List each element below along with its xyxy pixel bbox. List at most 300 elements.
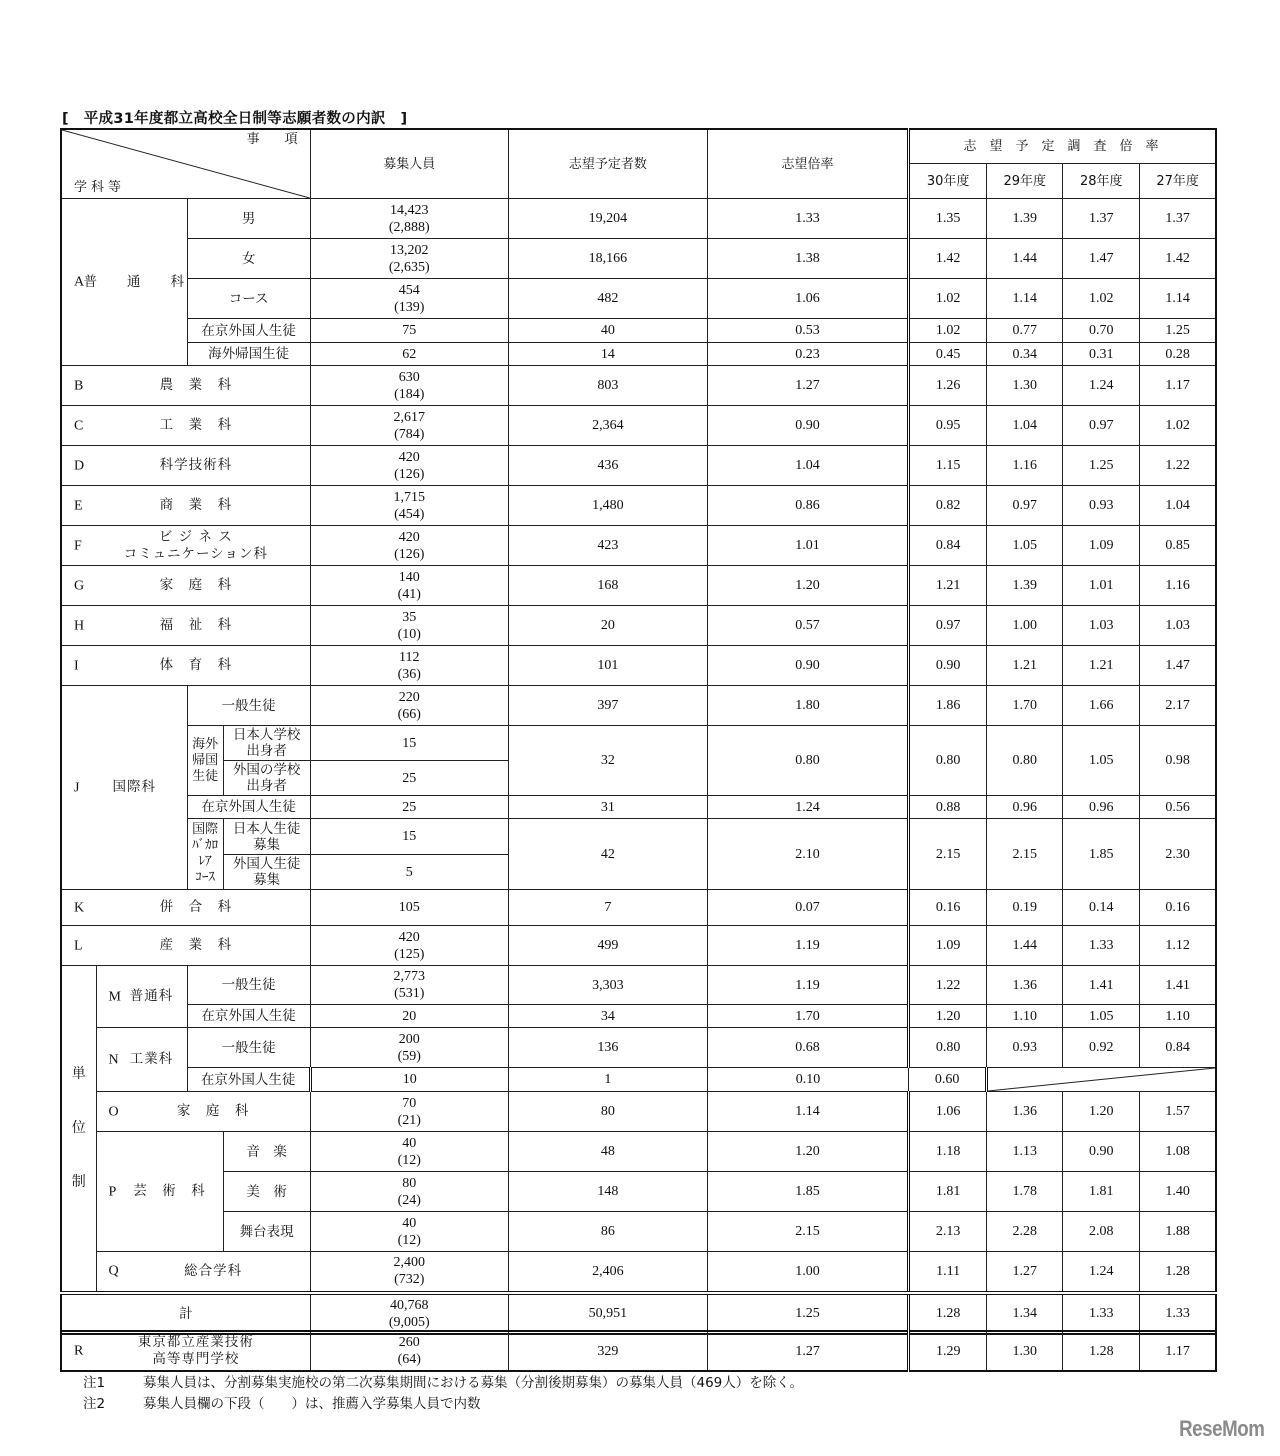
department-code: K [74,900,85,915]
department-name: 家 庭 科 [176,1103,250,1119]
recruit-cell: 1,715 (454) [310,486,508,526]
ratio-cell: 0.07 [707,890,908,926]
survey-30-cell: 1.22 [909,966,987,1005]
applicants-cell: 2,364 [508,406,707,446]
category-label-cell: 在京外国人生徒 [187,1005,310,1028]
table-row [61,726,1216,761]
ratio-cell: 2.10 [707,819,908,890]
ratio-cell: 1.01 [707,526,908,566]
survey-29-cell: 0.34 [987,343,1063,366]
diagonal-line [988,1068,1215,1091]
survey-27-cell: 25 [310,761,508,796]
survey-30-cell: 1.20 [909,1005,987,1028]
applicants-cell: 3,303 [508,966,707,1005]
ratio-cell: 1.27 [708,1331,909,1371]
survey-28-cell: 1.33 [1063,926,1140,966]
table-row [61,1092,1216,1132]
ratio-cell: 1.20 [707,1132,908,1172]
survey-29-cell: 0.80 [987,726,1063,796]
category-label-cell: 日本人生徒 募集 [223,819,310,855]
recruit-cell: 2,400 (732) [310,1252,508,1293]
ratio-cell: 1.19 [707,966,908,1005]
category-label-cell: 海外 帰国 生徒 [187,726,223,796]
resemom-logo: ReseMom [1178,1416,1264,1441]
survey-30-cell: 1.21 [909,566,987,606]
recruit-cell: 80 (24) [310,1172,508,1212]
survey-28-cell: 1.41 [1063,966,1140,1005]
department-label-cell [96,1252,310,1293]
survey-30-cell: 1.06 [909,1092,987,1132]
recruit-cell: 25 [310,796,508,819]
department-code: H [74,618,85,633]
table-row [61,966,1216,1005]
survey-29-cell: 1.36 [987,966,1063,1005]
survey-29-cell: 0.77 [987,319,1063,343]
applicants-cell: 20 [508,606,707,646]
survey-28-cell: 0.70 [1063,319,1140,343]
table-row [61,1212,1216,1252]
header-year-28: 28年度 [1063,164,1140,199]
survey-29-cell: 2.15 [987,819,1063,890]
applicants-cell: 18,166 [508,239,707,279]
survey-28-cell: 0.92 [1063,1028,1140,1068]
ratio-cell: 1.20 [707,566,908,606]
applicants-cell: 19,204 [508,199,707,239]
table-row [61,566,1216,606]
department-label-cell [96,966,187,1028]
header-year-30: 30年度 [909,164,987,199]
survey-27-cell: 1.88 [1140,1212,1216,1252]
category-label-cell: 日本人学校 出身者 [223,726,310,761]
applicants-cell: 329 [508,1331,707,1371]
department-code: G [74,578,85,593]
category-label-cell: 在京外国人生徒 [187,1068,310,1092]
survey-27-cell: 1.10 [1140,1005,1216,1028]
department-name: 工 業 科 [159,417,233,433]
department-code: Q [108,1263,119,1279]
department-label-cell [61,526,310,566]
survey-28-cell: 2.08 [1063,1212,1140,1252]
survey-30-cell: 0.97 [909,606,987,646]
department-name: 工業科 [129,1051,174,1067]
survey-27-cell: 2.17 [1140,686,1216,726]
department-code: O [108,1104,119,1119]
survey-29-cell: 0.93 [987,1028,1063,1068]
survey-27-cell: 1.02 [1140,406,1216,446]
department-label-cell [61,366,310,406]
survey-30-cell: 0.95 [909,406,987,446]
department-name: 東京都立産業技術 高等専門学校 [137,1334,254,1367]
survey-27-cell: 1.03 [1140,606,1216,646]
survey-30-cell: 1.18 [909,1132,987,1172]
survey-29-cell: 0.97 [987,486,1063,526]
ratio-cell: 0.57 [707,606,908,646]
recruit-cell: 105 [310,890,508,926]
survey-27-cell: 1.37 [1140,199,1216,239]
recruit-cell: 40 (12) [310,1132,508,1172]
survey-27-cell: 1.33 [1140,1293,1216,1334]
applicants-cell: 32 [508,726,707,796]
department-name: 芸 術 科 [133,1183,206,1199]
survey-30-cell: 0.16 [909,890,987,926]
applicants-cell: 40 [508,319,707,343]
header-year-29: 29年度 [987,164,1063,199]
applicants-cell: 2,406 [508,1252,707,1293]
recruit-cell: 40,768 (9,005) [310,1293,508,1334]
survey-30-cell: 1.28 [909,1293,987,1334]
department-name: 商 業 科 [159,497,233,513]
department-name: 総合学科 [184,1262,243,1279]
survey-29-cell: 1.27 [987,1252,1063,1293]
department-label-cell [61,926,310,966]
survey-30-cell: 0.80 [909,726,987,796]
recruit-cell: 20 [310,1005,508,1028]
survey-28-cell: 1.28 [1063,1331,1140,1371]
survey-27-cell: 1.17 [1140,366,1216,406]
category-label-cell: 海外帰国生徒 [187,343,310,366]
document-title: [ 平成31年度都立高校全日制等志願者数の内訳 ] [62,111,408,127]
note-text: 募集人員欄の下段（ ）は、推薦入学募集人員で内数 [143,1396,481,1412]
department-code: R [74,1343,84,1359]
survey-28-cell: 0.93 [1063,486,1140,526]
survey-29-cell: 1.34 [987,1293,1063,1334]
survey-28-cell: 1.09 [1063,526,1140,566]
survey-28-cell: 0.31 [1063,343,1140,366]
department-label-cell [96,1132,223,1252]
category-label-cell: 単 位 制 [61,966,96,1293]
survey-29-cell: 1.30 [987,366,1063,406]
survey-29-cell: 1.39 [987,199,1063,239]
recruit-cell: 2,617 (784) [310,406,508,446]
survey-29-cell: 1.05 [987,526,1063,566]
department-code: F [74,538,82,553]
survey-30-cell: 1.09 [909,926,987,966]
table-row [61,1172,1216,1212]
note-text: 募集人員は、分割募集実施校の第二次募集期間における募集（分割後期募集）の募集人員（469人）を除く。 [143,1375,803,1391]
department-name: 併 合 科 [159,899,233,915]
survey-29-cell: 1.30 [987,1331,1063,1371]
department-code: J [74,780,80,795]
ratio-cell: 0.90 [707,646,908,686]
recruit-cell: 260 (64) [310,1331,508,1371]
header-recruit: 募集人員 [310,129,508,199]
header-diagonal-cell [61,129,310,199]
applicants-cell: 1,480 [508,486,707,526]
survey-28-cell: 1.25 [1063,446,1140,486]
ratio-cell: 1.25 [707,1293,908,1334]
recruit-cell: 15 [310,819,508,855]
survey-27-cell: 0.60 [909,1068,987,1092]
applicants-cell: 423 [508,526,707,566]
survey-28-cell: 0.14 [1063,890,1140,926]
survey-28-cell: 0.10 [707,1068,908,1092]
ratio-cell: 1.27 [707,366,908,406]
ratio-cell: 0.68 [707,1028,908,1068]
survey-28-cell: 1.37 [1063,199,1140,239]
category-label-cell: 外国人生徒 募集 [223,855,310,890]
survey-29-cell: 1.78 [987,1172,1063,1212]
department-code: D [74,458,85,473]
department-name: 農 業 科 [159,377,233,393]
table-row [61,199,1216,239]
category-label-cell: 女 [187,239,310,279]
survey-28-cell: 0.96 [1063,796,1140,819]
survey-29-cell: 0.96 [987,796,1063,819]
note-2 [83,1392,481,1412]
table-row [61,819,1216,855]
survey-28-cell: 1.05 [1063,1005,1140,1028]
department-code: B [74,378,84,393]
recruit-cell: 40 (12) [310,1212,508,1252]
department-code: P [108,1184,117,1199]
survey-29-cell: 1 [508,1068,707,1092]
table-row [61,686,1216,726]
survey-27-cell: 0.98 [1140,726,1216,796]
survey-29-cell: 1.00 [987,606,1063,646]
survey-29-cell: 1.16 [987,446,1063,486]
survey-28-cell: 1.66 [1063,686,1140,726]
survey-27-cell: 1.28 [1140,1252,1216,1293]
department-name: 科学技術科 [159,457,233,473]
survey-27-cell: 1.04 [1140,486,1216,526]
table-row [61,366,1216,406]
survey-28-cell: 1.20 [1063,1092,1140,1132]
survey-28-cell: 0.90 [1063,1132,1140,1172]
applicants-cell: 168 [508,566,707,606]
department-label-cell [61,890,310,926]
survey-27-cell: 1.57 [1140,1092,1216,1132]
department-code: I [74,658,79,673]
table-row [61,406,1216,446]
survey-28-cell: 1.02 [1063,279,1140,319]
ratio-cell: 0.53 [707,319,908,343]
department-name: 普通科 [129,988,174,1004]
applicants-cell: 397 [508,686,707,726]
department-name: 福 祉 科 [159,617,233,633]
survey-29-cell: 1.04 [987,406,1063,446]
survey-30-cell: 1.86 [909,686,987,726]
table-row [61,1252,1216,1293]
survey-28-cell: 1.81 [1063,1172,1140,1212]
category-label-cell: 音 楽 [223,1132,310,1172]
recruit-cell: 420 (126) [310,526,508,566]
category-label-cell: コース [187,279,310,319]
ratio-cell: 1.14 [707,1092,908,1132]
department-name: ビ ジ ネ ス コミュニケーション科 [123,528,268,562]
category-label-cell: 計 [61,1293,310,1334]
survey-27-cell: 0.28 [1140,343,1216,366]
survey-27-cell: 1.41 [1140,966,1216,1005]
department-label-cell [61,1331,310,1371]
applicants-cell: 50,951 [508,1293,707,1334]
applicants-cell: 86 [508,1212,707,1252]
applicants-cell: 148 [508,1172,707,1212]
department-code: C [74,418,84,433]
category-label-cell: 美 術 [223,1172,310,1212]
ratio-cell: 1.19 [707,926,908,966]
survey-30-cell: 0.88 [909,796,987,819]
department-code: A [74,274,85,290]
ratio-cell: 2.15 [707,1212,908,1252]
survey-27-cell: 1.17 [1140,1331,1216,1371]
category-label-cell: 在京外国人生徒 [187,796,310,819]
recruit-cell: 112 (36) [310,646,508,686]
ratio-cell: 1.33 [707,199,908,239]
survey-30-cell: 0.80 [909,1028,987,1068]
survey-30-cell: 1.42 [909,239,987,279]
survey-27-cell: 1.47 [1140,646,1216,686]
department-label-cell [61,406,310,446]
department-name: 国際科 [112,779,157,795]
table-row [61,606,1216,646]
table-row [61,446,1216,486]
department-label-cell [96,1092,310,1132]
applicants-cell: 7 [508,890,707,926]
survey-27-cell: 1.22 [1140,446,1216,486]
survey-30-cell: 2.15 [909,819,987,890]
header-dept-label: 学科等 [74,180,126,195]
department-label-cell [96,1028,187,1092]
note-key: 注1 [83,1375,106,1391]
survey-28-cell: 1.05 [1063,726,1140,796]
category-label-cell: 国際 ﾊﾞｶﾛ ﾚｱ ｺｰｽ [187,819,223,890]
header-applicants: 志望予定者数 [508,129,707,199]
table-row [61,279,1216,319]
ratio-cell: 1.04 [707,446,908,486]
survey-30-cell: 0.45 [909,343,987,366]
table-row [61,1132,1216,1172]
survey-30-cell: 1.81 [909,1172,987,1212]
survey-30-cell: 1.11 [909,1252,987,1293]
department-label-cell [61,606,310,646]
note-key: 注2 [83,1396,106,1412]
header-survey-ratio: 志望予定調査倍率 [909,129,1216,164]
survey-28-cell: 0.97 [1063,406,1140,446]
survey-28-cell: 1.33 [1063,1293,1140,1334]
survey-30-cell: 1.29 [909,1331,987,1371]
applicants-cell: 80 [508,1092,707,1132]
table-row [61,526,1216,566]
survey-27-cell: 0.85 [1140,526,1216,566]
department-code: N [108,1052,119,1067]
recruit-cell: 70 (21) [310,1092,508,1132]
recruit-cell: 35 (10) [310,606,508,646]
applicants-cell: 803 [508,366,707,406]
recruit-cell: 15 [310,726,508,761]
ratio-cell: 1.38 [707,239,908,279]
technical-college-table [60,1330,1217,1372]
department-name: 普 通 科 [83,273,186,290]
ratio-cell: 1.80 [707,686,908,726]
category-label-cell: 外国の学校 出身者 [223,761,310,796]
department-label-cell [61,646,310,686]
applicants-cell: 48 [508,1132,707,1172]
survey-27-cell: 1.25 [1140,319,1216,343]
survey-27-cell: 1.42 [1140,239,1216,279]
recruit-cell: 200 (59) [310,1028,508,1068]
survey-29-cell: 1.36 [987,1092,1063,1132]
survey-29-cell: 1.13 [987,1132,1063,1172]
header-item-label: 事 項 [246,132,304,147]
survey-27-cell: 0.16 [1140,890,1216,926]
table-row [61,1293,1216,1334]
recruit-cell: 630 (184) [310,366,508,406]
ratio-cell: 1.85 [707,1172,908,1212]
survey-27-cell: 0.56 [1140,796,1216,819]
survey-29-cell: 1.14 [987,279,1063,319]
recruit-cell: 2,773 (531) [310,966,508,1005]
applicants-cell: 482 [508,279,707,319]
recruit-cell: 220 (66) [310,686,508,726]
table-row [61,796,1216,819]
table-row [61,646,1216,686]
survey-28-cell: 1.24 [1063,366,1140,406]
table-row [61,926,1216,966]
recruit-cell: 420 (125) [310,926,508,966]
department-code: M [108,989,121,1004]
survey-28-cell: 1.85 [1063,819,1140,890]
applicants-cell: 136 [508,1028,707,1068]
applicants-cell: 101 [508,646,707,686]
survey-30-cell: 1.02 [909,279,987,319]
survey-30-cell: 1.02 [909,319,987,343]
survey-27-cell: 1.08 [1140,1132,1216,1172]
survey-27-cell: 1.16 [1140,566,1216,606]
ratio-cell: 1.24 [707,796,908,819]
survey-30-cell: 1.26 [909,366,987,406]
table-row [61,1028,1216,1068]
survey-28-cell: 1.03 [1063,606,1140,646]
table-row [61,890,1216,926]
department-label-cell [61,486,310,526]
recruit-cell: 75 [310,319,508,343]
header-year-27: 27年度 [1140,164,1216,199]
department-name: 家 庭 科 [159,577,233,593]
ratio-cell: 0.23 [707,343,908,366]
survey-30-cell: 10 [310,1068,508,1092]
category-label-cell: 一般生徒 [187,966,310,1005]
category-label-cell: 一般生徒 [187,686,310,726]
survey-30-cell: 0.90 [909,646,987,686]
survey-27-cell: 1.14 [1140,279,1216,319]
not-applicable-diagonal-cell [987,1068,1216,1092]
category-label-cell: 舞台表現 [223,1212,310,1252]
category-label-cell: 男 [187,199,310,239]
ratio-cell: 1.00 [707,1252,908,1293]
survey-29-cell: 2.28 [987,1212,1063,1252]
recruit-cell: 14,423 (2,888) [310,199,508,239]
applicants-cell: 436 [508,446,707,486]
department-label-cell [61,686,187,890]
survey-27-cell: 5 [310,855,508,890]
applicants-cell: 34 [508,1005,707,1028]
survey-30-cell: 2.13 [909,1212,987,1252]
survey-28-cell: 1.21 [1063,646,1140,686]
ratio-cell: 1.70 [707,1005,908,1028]
table-row [61,239,1216,279]
survey-30-cell: 0.82 [909,486,987,526]
recruit-cell: 62 [310,343,508,366]
note-1 [83,1371,803,1391]
department-label-cell [61,446,310,486]
table-row [61,1005,1216,1028]
survey-27-cell: 0.84 [1140,1028,1216,1068]
survey-27-cell: 2.30 [1140,819,1216,890]
survey-29-cell: 1.70 [987,686,1063,726]
category-label-cell: 一般生徒 [187,1028,310,1068]
survey-29-cell: 1.10 [987,1005,1063,1028]
category-label-cell: 在京外国人生徒 [187,319,310,343]
